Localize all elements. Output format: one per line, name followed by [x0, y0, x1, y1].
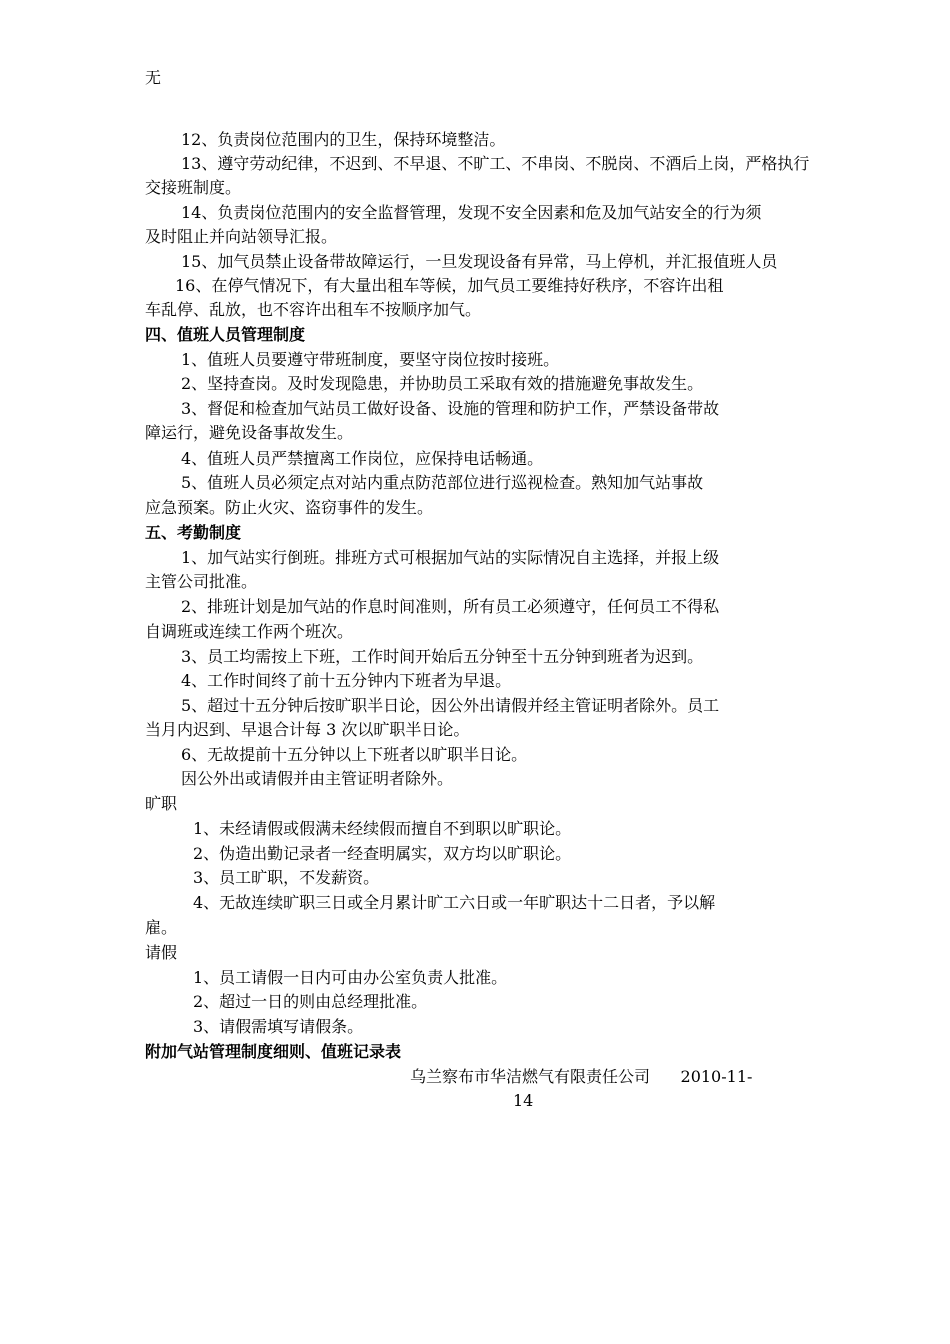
- text-line: 自调班或连续工作两个班次。: [145, 622, 354, 641]
- text-line: 应急预案。防止火灾、盗窃事件的发生。: [145, 498, 434, 517]
- text-line: 15、加气员禁止设备带故障运行，一旦发现设备有异常，马上停机，并汇报值班人员: [181, 252, 778, 271]
- text-line: 3、员工旷职，不发薪资。: [193, 868, 380, 887]
- section-heading: 四、值班人员管理制度: [145, 325, 306, 344]
- text-line: 1、未经请假或假满未经续假而擅自不到职以旷职论。: [193, 819, 572, 838]
- text-line: 1、员工请假一日内可由办公室负责人批准。: [193, 968, 508, 987]
- text-line: 1、值班人员要遵守带班制度，要坚守岗位按时接班。: [181, 350, 560, 369]
- text-line: 2、坚持查岗。及时发现隐患，并协助员工采取有效的措施避免事故发生。: [181, 374, 704, 393]
- text-line: 6、无故提前十五分钟以上下班者以旷职半日论。: [181, 745, 528, 764]
- text-line: 交接班制度。: [145, 178, 242, 197]
- subsection-label: 旷职: [145, 794, 178, 813]
- text-line: 因公外出或请假并由主管证明者除外。: [181, 769, 454, 788]
- text-line: 14、负责岗位范围内的安全监督管理，发现不安全因素和危及加气站安全的行为须: [181, 203, 762, 222]
- text-line: 2、超过一日的则由总经理批准。: [193, 992, 428, 1011]
- text-line: 4、值班人员严禁擅离工作岗位，应保持电话畅通。: [181, 449, 544, 468]
- text-line: 16、在停气情况下，有大量出租车等候，加气员工要维持好秩序，不容许出租: [175, 276, 724, 295]
- text-line: 3、员工均需按上下班，工作时间开始后五分钟至十五分钟到班者为迟到。: [181, 647, 704, 666]
- text-line: 无: [145, 68, 162, 87]
- text-line: 3、督促和检查加气站员工做好设备、设施的管理和防护工作，严禁设备带故: [181, 399, 720, 418]
- text-line: 12、负责岗位范围内的卫生，保持环境整洁。: [181, 130, 506, 149]
- subsection-label: 请假: [145, 943, 178, 962]
- text-line: 5、超过十五分钟后按旷职半日论，因公外出请假并经主管证明者除外。员工: [181, 696, 720, 715]
- text-line: 及时阻止并向站领导汇报。: [145, 227, 338, 246]
- section-heading: 五、考勤制度: [145, 523, 242, 542]
- text-line: 1、加气站实行倒班。排班方式可根据加气站的实际情况自主选择，并报上级: [181, 548, 720, 567]
- text-line: 13、遵守劳动纪律，不迟到、不早退、不旷工、不串岗、不脱岗、不酒后上岗，严格执行: [181, 154, 810, 173]
- text-line: 2、排班计划是加气站的作息时间准则，所有员工必须遵守，任何员工不得私: [181, 597, 720, 616]
- text-line: 4、无故连续旷职三日或全月累计旷工六日或一年旷职达十二日者，予以解: [193, 893, 716, 912]
- text-line: 3、请假需填写请假条。: [193, 1017, 364, 1036]
- text-line: 车乱停、乱放，也不容许出租车不按顺序加气。: [145, 300, 482, 319]
- text-line: 障运行，避免设备事故发生。: [145, 423, 354, 442]
- attachment-note: 附加气站管理制度细则、值班记录表: [145, 1042, 402, 1061]
- text-line: 4、工作时间终了前十五分钟内下班者为早退。: [181, 671, 512, 690]
- text-line: 2、伪造出勤记录者一经查明属实，双方均以旷职论。: [193, 844, 572, 863]
- signature-line: 乌兰察布市华洁燃气有限责任公司 2010-11-: [410, 1067, 753, 1086]
- text-line: 雇。: [145, 918, 178, 937]
- text-line: 当月内迟到、早退合计每 3 次以旷职半日论。: [145, 720, 470, 739]
- date-continuation: 14: [513, 1091, 534, 1110]
- text-line: 5、值班人员必须定点对站内重点防范部位进行巡视检查。熟知加气站事故: [181, 473, 704, 492]
- text-line: 主管公司批准。: [145, 572, 258, 591]
